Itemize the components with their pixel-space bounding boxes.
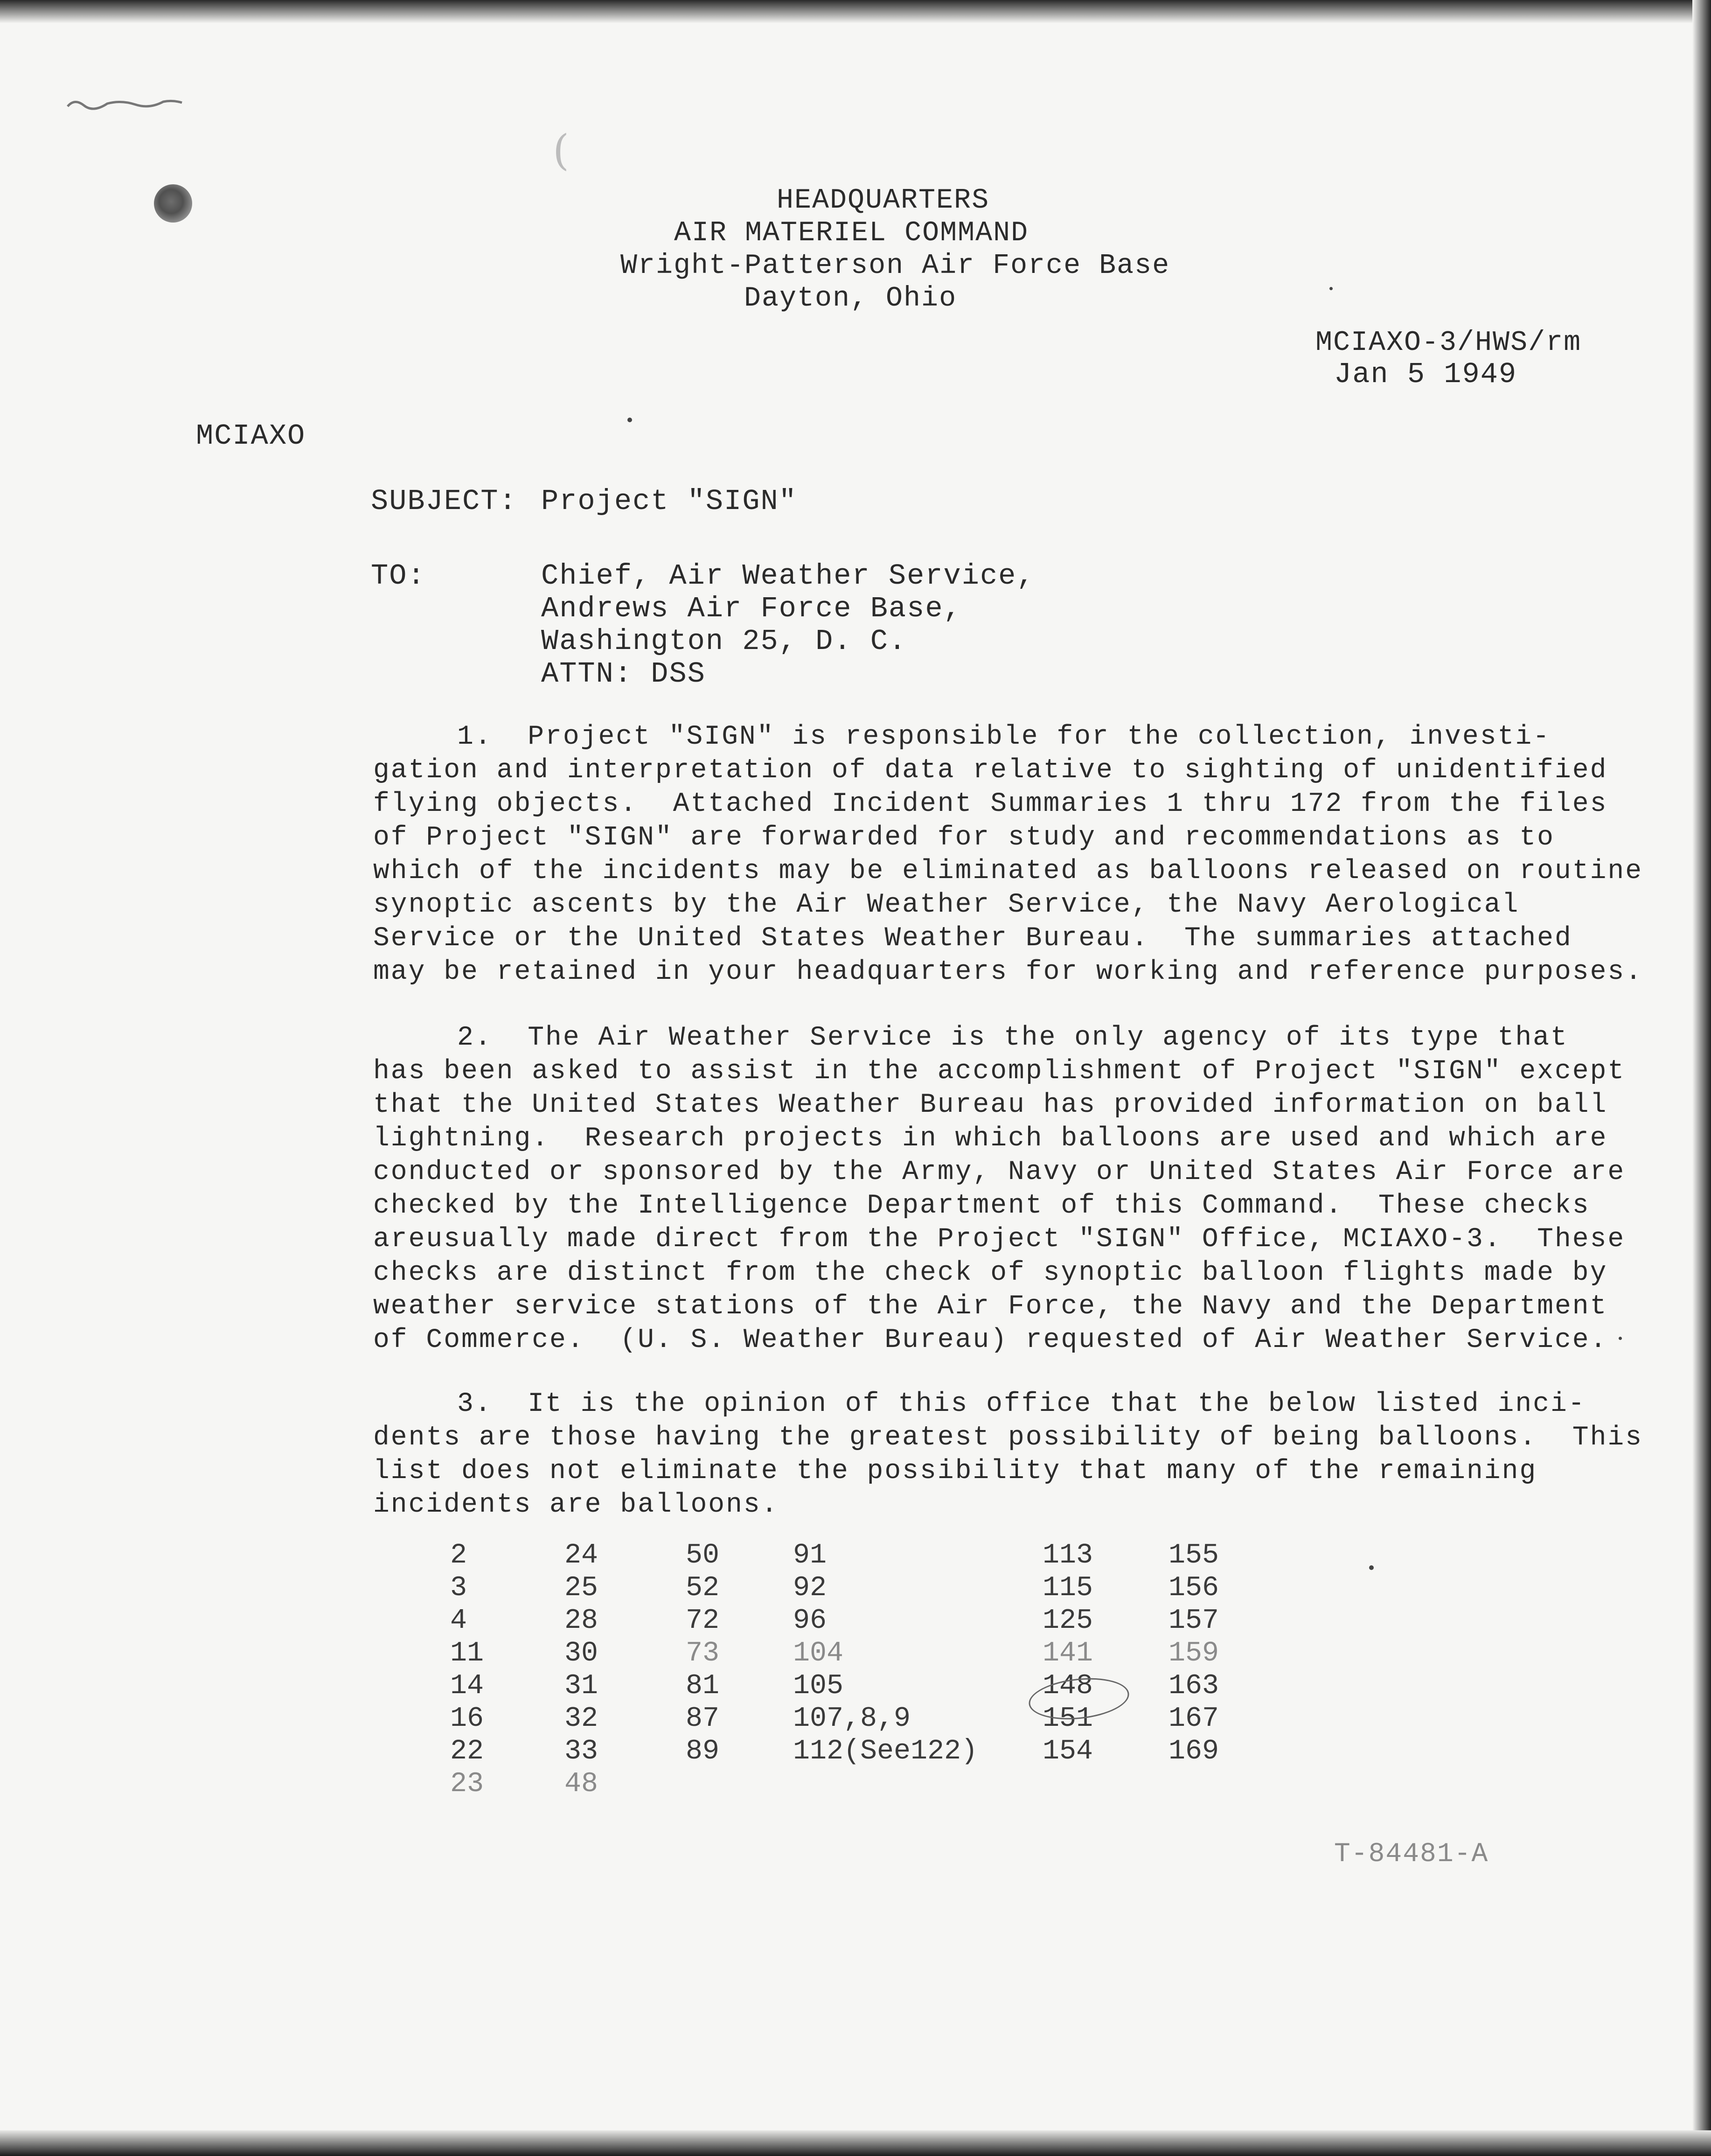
paragraph-line: gation and interpretation of data relative to sighting of unidentified xyxy=(373,755,1608,786)
letterhead-line-1: HEADQUARTERS xyxy=(777,185,990,216)
paragraph-line: areusually made direct from the Project "SIGN" Office, MCIAXO-3. These xyxy=(373,1224,1626,1255)
incident-number: 89 xyxy=(686,1736,720,1767)
incident-number: 92 xyxy=(793,1572,827,1604)
incident-number: 112(See122) xyxy=(793,1736,978,1767)
incident-number: 163 xyxy=(1168,1670,1219,1702)
file-reference-code: MCIAXO-3/HWS/rm xyxy=(1315,327,1582,359)
incident-number: 25 xyxy=(564,1572,598,1604)
incident-number: 16 xyxy=(450,1703,484,1735)
incident-number: 81 xyxy=(686,1670,720,1702)
incident-number: 113 xyxy=(1043,1540,1093,1571)
incident-number: 96 xyxy=(793,1605,827,1637)
document-date: Jan 5 1949 xyxy=(1334,358,1517,391)
incident-number: 156 xyxy=(1168,1572,1219,1604)
letterhead-line-2: AIR MATERIEL COMMAND xyxy=(674,217,1029,249)
paragraph-line: conducted or sponsored by the Army, Navy or United States Air Force are xyxy=(373,1157,1626,1187)
paragraph-line: of Commerce. (U. S. Weather Bureau) requested of Air Weather Service. xyxy=(373,1325,1608,1355)
stray-dot xyxy=(627,418,632,422)
incident-number: 3 xyxy=(450,1572,467,1604)
paragraph-line: of Project "SIGN" are forwarded for study and recommendations as to xyxy=(373,823,1555,853)
incident-number: 104 xyxy=(793,1638,844,1669)
paragraph-line: list does not eliminate the possibility that many of the remaining xyxy=(373,1456,1537,1486)
paragraph-line: that the United States Weather Bureau has provided information on ball xyxy=(373,1090,1608,1120)
stray-dot xyxy=(1369,1565,1374,1570)
incident-number: 91 xyxy=(793,1540,827,1571)
stray-dot xyxy=(1619,1337,1622,1340)
incident-number: 107,8,9 xyxy=(793,1703,911,1735)
incident-number: 73 xyxy=(686,1638,720,1669)
paragraph-line: 3. It is the opinion of this office that the below listed inci- xyxy=(457,1389,1586,1419)
to-line: Andrews Air Force Base, xyxy=(541,592,962,625)
incident-number: 2 xyxy=(450,1540,467,1571)
stray-dot xyxy=(1329,287,1333,290)
to-line: Chief, Air Weather Service, xyxy=(541,559,1035,593)
incident-number: 22 xyxy=(450,1736,484,1767)
punch-hole-mark xyxy=(154,184,192,223)
routing-code: MCIAXO xyxy=(196,419,306,453)
paragraph-line: weather service stations of the Air Force, the Navy and the Department xyxy=(373,1291,1608,1322)
paragraph-line: 2. The Air Weather Service is the only agency of its type that xyxy=(457,1023,1568,1053)
pencil-scribble xyxy=(65,93,187,112)
incident-number: 48 xyxy=(564,1768,598,1800)
paragraph-line: which of the incidents may be eliminated as balloons released on routine xyxy=(373,856,1643,886)
paragraph-line: incidents are balloons. xyxy=(373,1490,779,1520)
incident-number: 105 xyxy=(793,1670,844,1702)
incident-number: 30 xyxy=(564,1638,598,1669)
subject-value: Project "SIGN" xyxy=(541,485,797,518)
incident-number: 148 xyxy=(1043,1670,1093,1702)
to-label: TO: xyxy=(371,559,426,593)
paragraph-line: may be retained in your headquarters for working and reference purposes. xyxy=(373,957,1643,987)
faint-mark: ( xyxy=(553,126,570,175)
paragraph-line: dents are those having the greatest possibility of being balloons. This xyxy=(373,1423,1643,1453)
letterhead-line-3: Wright-Patterson Air Force Base xyxy=(620,250,1170,282)
incident-number: 151 xyxy=(1043,1703,1093,1735)
paragraph-line: Service or the United States Weather Bureau. The summaries attached xyxy=(373,923,1572,954)
incident-number: 141 xyxy=(1043,1638,1093,1669)
incident-number: 4 xyxy=(450,1605,467,1637)
scan-edge-right xyxy=(1692,0,1711,2156)
incident-number: 169 xyxy=(1168,1736,1219,1767)
incident-number: 155 xyxy=(1168,1540,1219,1571)
letterhead-line-4: Dayton, Ohio xyxy=(744,283,957,314)
paragraph-line: synoptic ascents by the Air Weather Service, the Navy Aerological xyxy=(373,890,1520,920)
subject-label: SUBJECT: xyxy=(371,485,517,518)
paragraph-line: flying objects. Attached Incident Summaries 1 thru 172 from the files xyxy=(373,789,1608,819)
incident-number: 14 xyxy=(450,1670,484,1702)
to-line: ATTN: DSS xyxy=(541,657,706,691)
paragraph-line: checked by the Intelligence Department of this Command. These checks xyxy=(373,1191,1590,1221)
incident-number: 154 xyxy=(1043,1736,1093,1767)
scan-edge-bottom xyxy=(0,2130,1711,2156)
incident-number: 159 xyxy=(1168,1638,1219,1669)
paragraph-line: 1. Project "SIGN" is responsible for the collection, investi- xyxy=(457,722,1551,752)
paragraph-line: checks are distinct from the check of synoptic balloon flights made by xyxy=(373,1258,1608,1288)
scan-edge-top xyxy=(0,0,1711,23)
incident-number: 31 xyxy=(564,1670,598,1702)
incident-number: 52 xyxy=(686,1572,720,1604)
incident-number: 32 xyxy=(564,1703,598,1735)
incident-number: 50 xyxy=(686,1540,720,1571)
incident-number: 23 xyxy=(450,1768,484,1800)
paragraph-line: lightning. Research projects in which balloons are used and which are xyxy=(373,1123,1608,1154)
incident-number: 157 xyxy=(1168,1605,1219,1637)
paragraph-line: has been asked to assist in the accomplishment of Project "SIGN" except xyxy=(373,1056,1626,1087)
incident-number: 33 xyxy=(564,1736,598,1767)
incident-number: 125 xyxy=(1043,1605,1093,1637)
incident-number: 87 xyxy=(686,1703,720,1735)
footer-document-code: T-84481-A xyxy=(1334,1839,1489,1870)
incident-number: 28 xyxy=(564,1605,598,1637)
incident-number: 72 xyxy=(686,1605,720,1637)
incident-number: 24 xyxy=(564,1540,598,1571)
to-line: Washington 25, D. C. xyxy=(541,625,907,658)
incident-number: 167 xyxy=(1168,1703,1219,1735)
incident-number: 115 xyxy=(1043,1572,1093,1604)
incident-number: 11 xyxy=(450,1638,484,1669)
